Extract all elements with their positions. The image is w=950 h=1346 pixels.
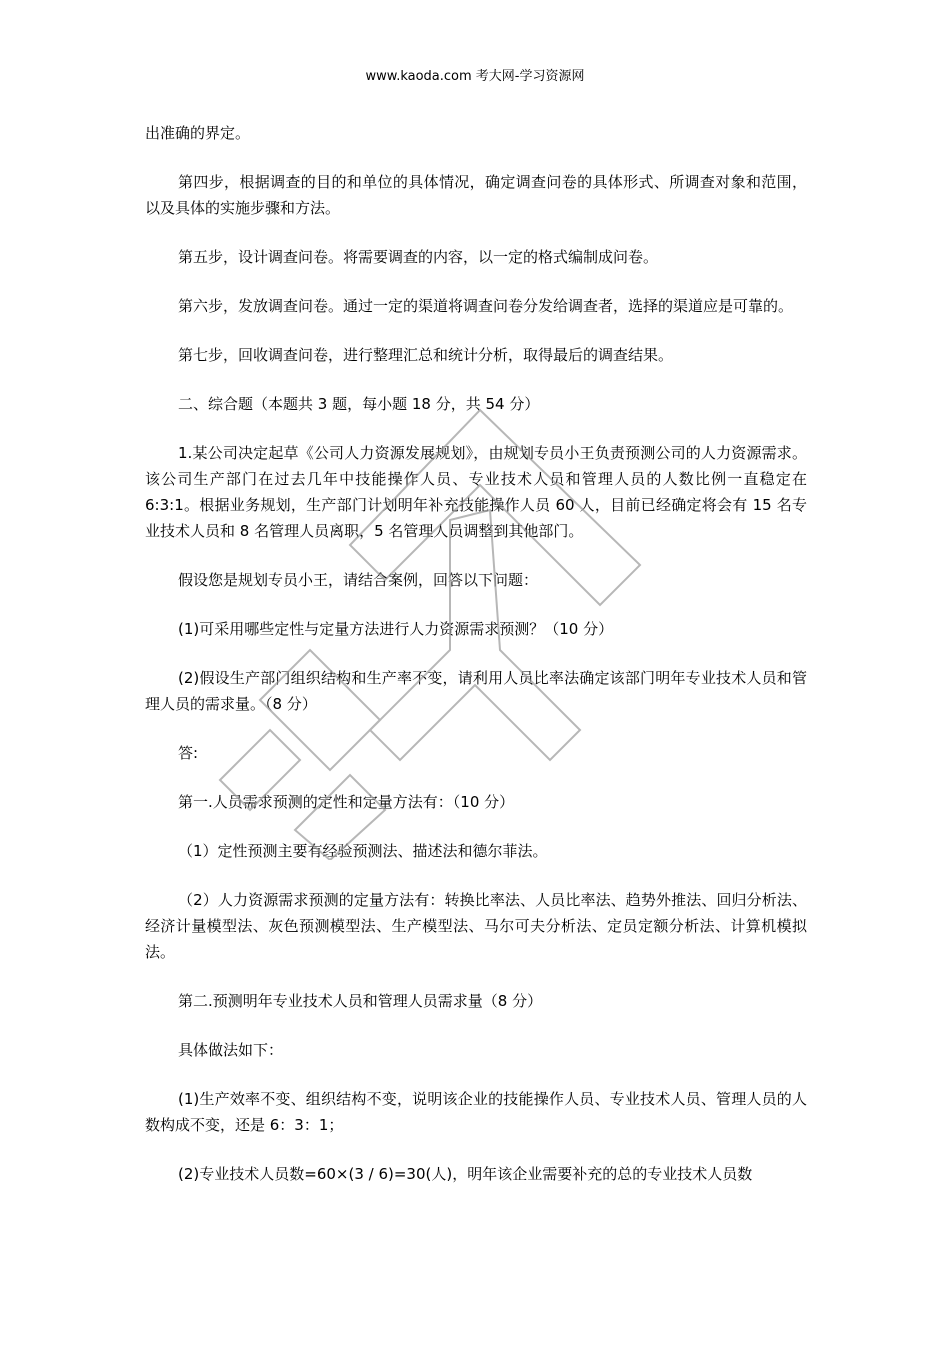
paragraph: 出准确的界定。 — [145, 124, 251, 142]
answer-item: （1）定性预测主要有经验预测法、描述法和德尔菲法。 — [178, 842, 548, 860]
paragraph: 第四步，根据调查的目的和单位的具体情况，确定调查问卷的具体形式、所调查对象和范围，以及具体的实施步骤和方法。 — [145, 173, 807, 217]
answer-item: （2）人力资源需求预测的定量方法有：转换比率法、人员比率法、趋势外推法、回归分析法、经济计量模型法、灰色预测模型法、生产模型法、马尔可夫分析法、定员定额分析法、计算机模拟法。 — [145, 891, 807, 961]
paragraph: 具体做法如下： — [178, 1041, 284, 1059]
paragraph: 第七步，回收调查问卷，进行整理汇总和统计分析，取得最后的调查结果。 — [178, 346, 674, 364]
answer-label: 答: — [178, 744, 199, 762]
paragraph: 第六步，发放调查问卷。通过一定的渠道将调查问卷分发给调查者，选择的渠道应是可靠的。 — [178, 297, 794, 315]
answer-item: (1)生产效率不变、组织结构不变，说明该企业的技能操作人员、专业技术人员、管理人员的人数构成不变，还是 6：3：1； — [145, 1090, 807, 1134]
question-item: (2)假设生产部门组织结构和生产率不变，请利用人员比率法确定该部门明年专业技术人员和管理人员的需求量。（8 分） — [145, 669, 807, 713]
paragraph: 假设您是规划专员小王，请结合案例，回答以下问题： — [178, 571, 539, 589]
question-item: (1)可采用哪些定性与定量方法进行人力资源需求预测？（10 分） — [178, 620, 614, 638]
answer-item: (2)专业技术人员数=60×(3 / 6)=30(人)，明年该企业需要补充的总的专业技术人员数 — [178, 1165, 753, 1183]
page-header: www.kaoda.com 考大网-学习资源网 — [365, 69, 585, 84]
paragraph: 第五步，设计调查问卷。将需要调查的内容，以一定的格式编制成问卷。 — [178, 248, 659, 266]
answer-heading: 第一.人员需求预测的定性和定量方法有：（10 分） — [178, 793, 515, 811]
answer-heading: 第二.预测明年专业技术人员和管理人员需求量（8 分） — [178, 992, 543, 1010]
section-heading: 二、综合题（本题共 3 题，每小题 18 分，共 54 分） — [178, 395, 540, 413]
question-case: 1.某公司决定起草《公司人力资源发展规划》，由规划专员小王负责预测公司的人力资源需求。该公司生产部门在过去几年中技能操作人员、专业技术人员和管理人员的人数比例一直稳定在 6:3:1。根据业务规划，生产部门计划明年补充技能操作人员 60 人，目前已经确定将会有 15 名专业技术人员和 8 名管理人员离职，5 名管理人员调整到其他部门。 — [145, 444, 807, 540]
document-body — [145, 120, 807, 1210]
